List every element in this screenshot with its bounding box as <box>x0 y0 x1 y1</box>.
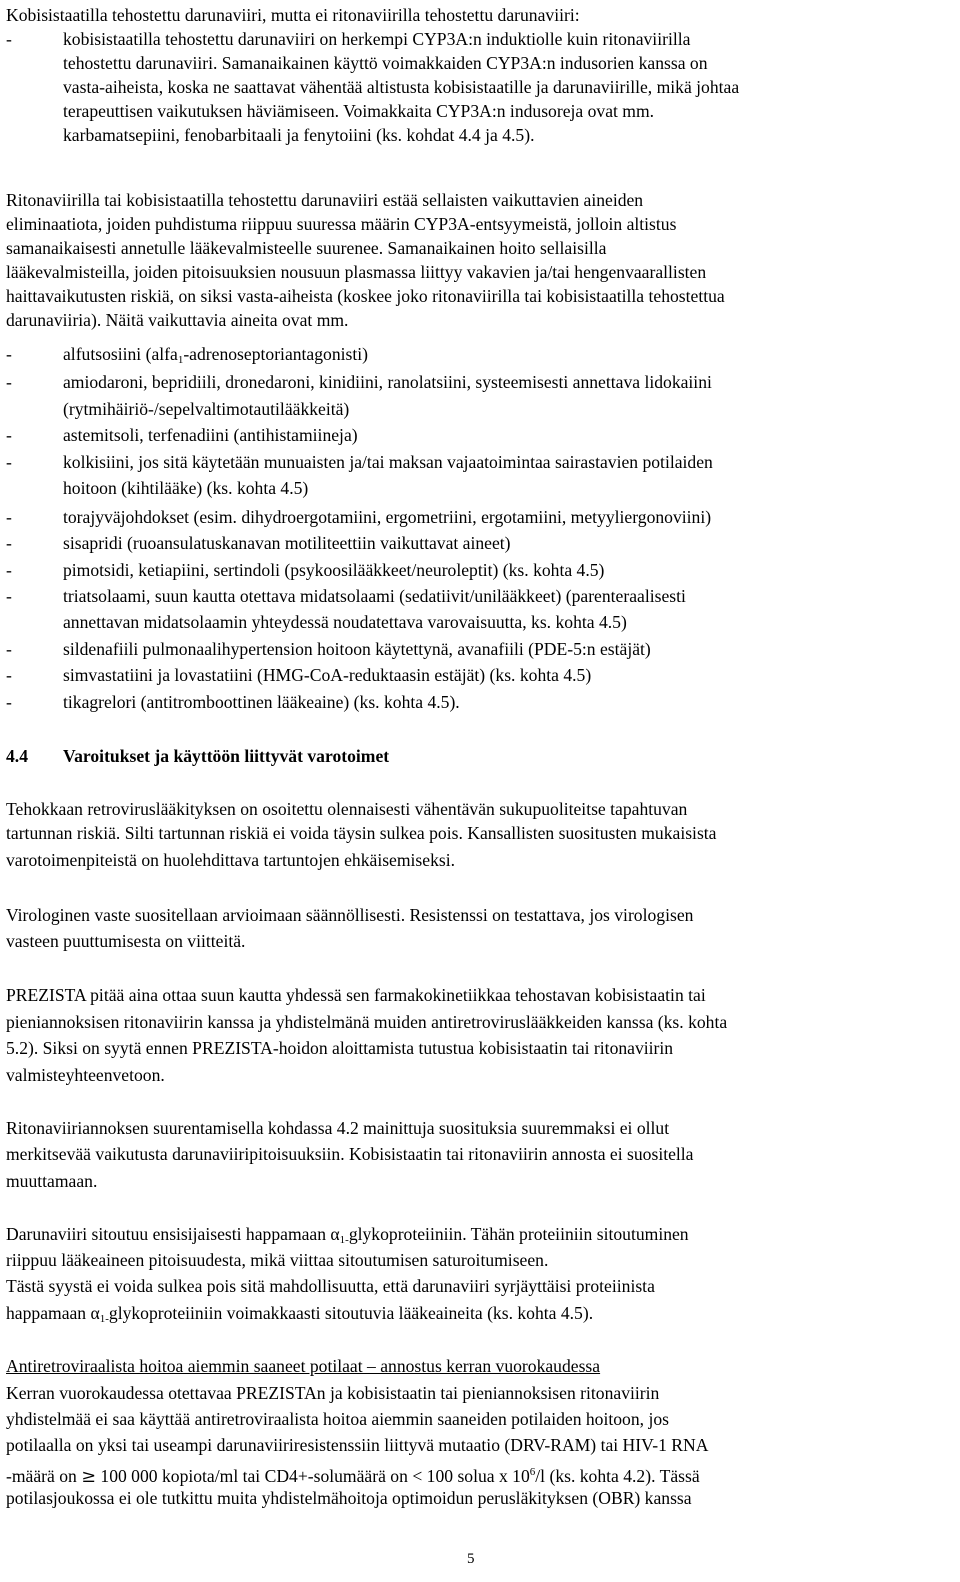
list-item: sildenafiili pulmonaalihypertension hoitoon käytettynä, avanafiili (PDE-5:n estäjät) <box>63 639 651 659</box>
list-item: triatsolaami, suun kautta otettava midatsolaami (sedatiivit/unilääkkeet) (parenteraalisesti <box>63 586 686 606</box>
text-line: terapeuttisen vaikutuksen häviämiseen. Voimakkaita CYP3A:n indusoreja ovat mm. <box>63 101 655 121</box>
list-dash: - <box>6 665 12 685</box>
text-line: Kobisistaatilla tehostettu darunaviiri, mutta ei ritonaviirilla tehostettu darunaviiri: <box>6 5 580 25</box>
text-line: potilasjoukossa ei ole tutkittu muita yhdistelmähoitoja optimoidun perusläkityksen (OBR) kanssa <box>6 1488 692 1508</box>
list-item: torajyväjohdokset (esim. dihydroergotamiini, ergometriini, ergotamiini, metyyliergonoviini) <box>63 507 712 527</box>
list-dash: - <box>6 507 12 527</box>
subscript: 1 <box>177 354 184 366</box>
text-line <box>6 1302 593 1332</box>
list-dash: - <box>6 344 12 364</box>
list-item-text: -adrenoseptoriantagonisti) <box>183 344 369 364</box>
text-line: Virologinen vaste suositellaan arvioimaan säännöllisesti. Resistenssi on testattava, jos virologisen <box>6 905 694 925</box>
text-line <box>6 1461 700 1490</box>
subscript: 1- <box>339 1234 349 1246</box>
text-span: /l (ks. kohta 4.2). Tässä <box>535 1466 700 1486</box>
text-line: yhdistelmää ei saa käyttää antiretroviraalista hoitoa aiemmin saaneiden potilaiden hoitoon, jos <box>6 1409 669 1429</box>
list-item: pimotsidi, ketiapiini, sertindoli (psykoosilääkkeet/neuroleptit) (ks. kohta 4.5) <box>63 560 605 580</box>
list-dash: - <box>6 425 12 445</box>
text-span: 100 solua x 10 <box>426 1466 530 1486</box>
list-item-continuation: hoitoon (kihtilääke) (ks. kohta 4.5) <box>63 478 309 498</box>
list-dash: - <box>6 452 12 472</box>
list-dash: - <box>6 586 12 606</box>
text-span: -määrä on <box>6 1466 77 1486</box>
text-span: glykoproteiiniin. Tähän proteiiniin sitoutuminen <box>348 1224 689 1244</box>
list-dash: - <box>6 29 12 49</box>
text-span: Darunaviiri sitoutuu ensisijaisesti happamaan α <box>6 1224 340 1244</box>
subsection-heading: Antiretroviraalista hoitoa aiemmin saaneet potilaat – annostus kerran vuorokaudessa <box>6 1356 601 1376</box>
text-line: valmisteyhteenvetoon. <box>6 1065 165 1085</box>
list-item-text: alfutsosiini (alfa <box>63 344 178 364</box>
list-dash: - <box>6 639 12 659</box>
text-line: 5.2). Siksi on syytä ennen PREZISTA-hoidon aloittamista tutustua kobisistaatin tai ritonaviirin <box>6 1038 674 1058</box>
list-item: amiodaroni, bepridiili, dronedaroni, kinidiini, ranolatsiini, systeemisesti annettava lidokaiini <box>63 372 712 392</box>
list-dash: - <box>6 372 12 392</box>
text-line: Tehokkaan retroviruslääkityksen on osoitettu olennaisesti vähentävän sukupuoliteitse tapahtuvan <box>6 799 688 819</box>
list-item: simvastatiini ja lovastatiini (HMG-CoA-reduktaasin estäjät) (ks. kohta 4.5) <box>63 665 592 685</box>
list-item: kolkisiini, jos sitä käytetään munuaisten ja/tai maksan vajaatoimintaa sairastavien potilaiden <box>63 452 713 472</box>
list-item-continuation: annettavan midatsolaamin yhteydessä noudatettava varovaisuutta, ks. kohta 4.5) <box>63 612 627 632</box>
text-line: vasteen puuttumisesta on viitteitä. <box>6 931 246 951</box>
lt-symbol: < <box>412 1466 423 1486</box>
superscript: 6 <box>529 1466 536 1478</box>
section-number: 4.4 <box>6 746 28 766</box>
list-item-continuation: (rytmihäiriö-/sepelvaltimotautilääkkeitä) <box>63 399 350 419</box>
list-dash: - <box>6 533 12 553</box>
subscript: 1- <box>99 1313 109 1325</box>
text-line: tartunnan riskiä. Silti tartunnan riskiä ei voida täysin sulkea pois. Kansallisten suositusten mukaisista <box>6 823 717 843</box>
list-item: sisapridi (ruoansulatuskanavan motiliteettiin vaikuttavat aineet) <box>63 533 511 553</box>
text-line: vasta-aiheista, koska ne saattavat vähentää altistusta kobisistaatille ja darunaviirille, mikä johtaa <box>63 77 740 97</box>
list-item <box>63 343 368 373</box>
text-line: riippuu lääkeaineen pitoisuudesta, mikä viittaa sitoutumisen saturoitumiseen. <box>6 1250 549 1270</box>
text-line: darunaviiria). Näitä vaikuttavia aineita ovat mm. <box>6 310 349 330</box>
section-title: Varoitukset ja käyttöön liittyvät varotoimet <box>63 746 390 766</box>
text-line: kobisistaatilla tehostettu darunaviiri on herkempi CYP3A:n induktiolle kuin ritonaviirilla <box>63 29 691 49</box>
text-line: lääkevalmisteilla, joiden pitoisuuksien nousuun plasmassa liittyy vakavien ja/tai hengenvaarallisten <box>6 262 707 282</box>
text-line: muuttamaan. <box>6 1171 98 1191</box>
text-line: Tästä syystä ei voida sulkea pois sitä mahdollisuutta, että darunaviiri syrjäyttäisi proteiinista <box>6 1276 655 1296</box>
text-span: glykoproteiiniin voimakkaasti sitoutuvia lääkeaineita (ks. kohta 4.5). <box>108 1303 594 1323</box>
list-dash: - <box>6 560 12 580</box>
text-line: tehostettu darunaviiri. Samanaikainen käyttö voimakkaiden CYP3A:n indusorien kanssa on <box>63 53 708 73</box>
text-line: Kerran vuorokaudessa otettavaa PREZISTAn ja kobisistaatin tai pieniannoksisen ritonaviirin <box>6 1383 660 1403</box>
text-line: pieniannoksisen ritonaviirin kanssa ja yhdistelmänä muiden antiretroviruslääkkeiden kanssa (ks. kohta <box>6 1012 728 1032</box>
text-line: samanaikaisesti annetulle lääkevalmisteelle suurenee. Samanaikainen hoito sellaisilla <box>6 238 607 258</box>
text-line: eliminaatiota, joiden puhdistuma riippuu suuressa määrin CYP3A-entsyymeistä, jolloin altistus <box>6 214 677 234</box>
page-number: 5 <box>467 1551 475 1567</box>
text-span: happamaan α <box>6 1303 100 1323</box>
text-line: PREZISTA pitää aina ottaa suun kautta yhdessä sen farmakokinetiikkaa tehostavan kobisistaatin tai <box>6 985 706 1005</box>
list-dash: - <box>6 692 12 712</box>
text-line: Ritonaviirilla tai kobisistaatilla tehostettu darunaviiri estää sellaisten vaikuttavien aineiden <box>6 190 644 210</box>
text-span: 100 000 kopiota/ml tai CD4+-solumäärä on <box>100 1466 408 1486</box>
text-line: potilaalla on yksi tai useampi darunaviiriresistenssiin liittyvä mutaatio (DRV-RAM) tai HIV-1 RNA <box>6 1435 709 1455</box>
text-line: merkitsevää vaikutusta darunaviiripitoisuuksiin. Kobisistaatin tai ritonaviirin annosta ei suositella <box>6 1144 694 1164</box>
text-line: haittavaikutusten riskiä, on siksi vasta-aiheista (koskee joko ritonaviirilla tai kobisistaatilla tehostettua <box>6 286 725 306</box>
list-item: astemitsoli, terfenadiini (antihistamiineja) <box>63 425 358 445</box>
list-item: tikagrelori (antitromboottinen lääkeaine) (ks. kohta 4.5). <box>63 692 460 712</box>
text-line: karbamatsepiini, fenobarbitaali ja fenytoiini (ks. kohdat 4.4 ja 4.5). <box>63 125 535 145</box>
gte-symbol: ≥ <box>81 1467 96 1487</box>
text-line: Ritonaviiriannoksen suurentamisella kohdassa 4.2 mainittuja suosituksia suuremmaksi ei ollut <box>6 1118 670 1138</box>
text-line: varotoimenpiteistä on huolehdittava tartuntojen ehkäisemiseksi. <box>6 850 456 870</box>
